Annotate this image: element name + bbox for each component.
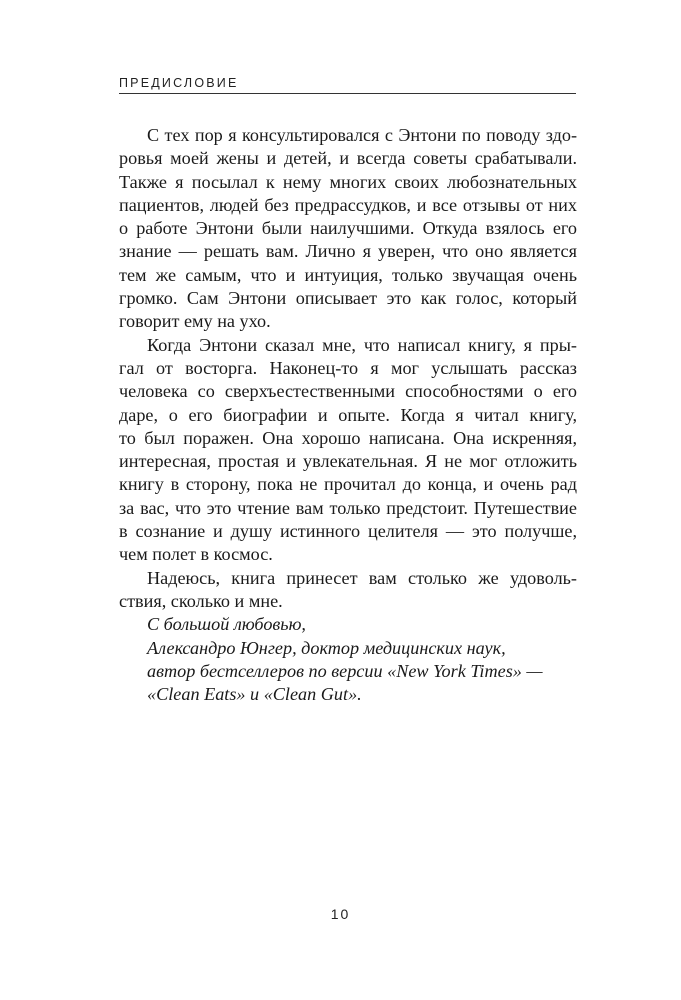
- body-text: [119, 124, 577, 706]
- text-line: знание — решать вам. Лично я уверен, что оно является: [119, 241, 577, 262]
- signature-line: Александро Юнгер, доктор медицинских наук,: [147, 637, 506, 658]
- signature-line: С большой любовью,: [147, 614, 306, 635]
- text-line: тем же самым, что и интуиция, только звучащая очень: [119, 264, 577, 285]
- text-line: интересная, простая и увлекательная. Я не мог отложить: [119, 451, 577, 472]
- text-line: книгу в сторону, пока не прочитал до конца, и очень рад: [119, 474, 577, 495]
- text-line: то был поражен. Она хорошо написана. Она искренняя,: [119, 427, 577, 448]
- paragraph: [119, 334, 577, 567]
- text-line: чем полет в космос.: [119, 544, 273, 565]
- text-line: Надеюсь, книга принесет вам столько же удоволь-: [147, 567, 577, 588]
- signature-line: автор бестселлеров по версии «New York Times» —: [147, 660, 543, 681]
- page-number: 10: [330, 906, 351, 922]
- running-head: ПРЕДИСЛОВИЕ: [119, 76, 239, 90]
- text-line: о работе Энтони были наилучшими. Откуда взялось его: [119, 218, 577, 239]
- text-line: ровья моей жены и детей, и всегда советы срабатывали.: [119, 148, 577, 169]
- text-line: говорит ему на ухо.: [119, 311, 271, 332]
- text-line: пациентов, людей без предрассудков, и все отзывы от них: [119, 194, 577, 215]
- text-line: громко. Сам Энтони описывает это как голос, который: [119, 288, 577, 309]
- text-line: Также я посылал к нему многих своих любознательных: [119, 171, 577, 192]
- text-line: даре, о его биографии и опыте. Когда я читал книгу,: [119, 404, 577, 425]
- text-line: гал от восторга. Наконец-то я мог услышать рассказ: [119, 357, 577, 378]
- text-line: С тех пор я консультировался с Энтони по поводу здо-: [147, 125, 577, 145]
- signature-block: [119, 613, 577, 706]
- signature-line: «Clean Eats» и «Clean Gut».: [147, 684, 362, 705]
- text-line: человека со сверхъестественными способностями о его: [119, 381, 577, 402]
- text-line: за вас, что это чтение вам только предстоит. Путешествие: [119, 497, 577, 518]
- text-line: Когда Энтони сказал мне, что написал книгу, я пры-: [147, 334, 577, 355]
- running-head-rule: [119, 93, 576, 94]
- text-line: в сознание и душу истинного целителя — это получше,: [119, 521, 577, 542]
- paragraph: [119, 124, 577, 334]
- text-line: ствия, сколько и мне.: [119, 590, 283, 611]
- paragraph: [119, 567, 577, 614]
